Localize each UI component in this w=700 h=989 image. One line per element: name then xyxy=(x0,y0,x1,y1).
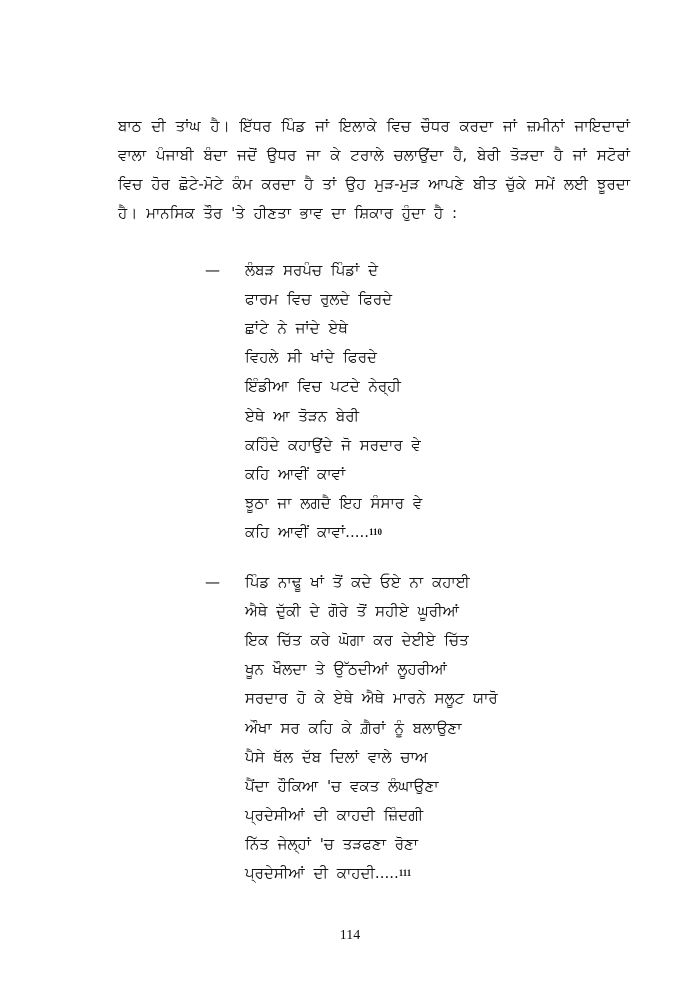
poem-row xyxy=(205,830,625,859)
dash: — xyxy=(205,572,220,591)
poem-row xyxy=(205,655,625,684)
body-paragraph: ਬਾਠ ਦੀ ਤਾਂਘ ਹੈ। ਇੱਧਰ ਪਿੰਡ ਜਾਂ ਇਲਾਕੇ ਵਿਚ ਚੌਧਰ ਕਰਦਾ ਜਾਂ ਜ਼ਮੀਨਾਂ ਜਾਇਦਾਦਾਂ ਵਾਲਾ ਪੰਜਾਬੀ ਬੰਦਾ ਜਦੋਂ ਉਧਰ ਜਾ ਕੇ ਟਰਾਲੇ ਚਲਾਉਂਦਾ ਹੈ, ਬੇਰੀ ਤੋੜਦਾ ਹੈ ਜਾਂ ਸਟੋਰਾਂ ਵਿਚ ਹੋਰ ਛੋਟੇ-ਮੋਟੇ ਕੰਮ ਕਰਦਾ ਹੈ ਤਾਂ ਉਹ ਮੁੜ-ਮੁੜ ਆਪਣੇ ਬੀਤ ਚੁੱਕੇ ਸਮੇਂ ਲਈ ਝੂਰਦਾ ਹੈ। ਮਾਨਸਿਕ ਤੌਰ 'ਤੇ ਹੀਣਤਾ ਭਾਵ ਦਾ ਸ਼ਿਕਾਰ ਹੁੰਦਾ ਹੈ : xyxy=(118,117,630,222)
poem-row xyxy=(205,567,625,596)
poem-row xyxy=(205,859,625,888)
footnote-ref: 110 xyxy=(369,527,383,538)
poem-row xyxy=(205,771,625,800)
poem-line: ਨਿੱਤ ਜੇਲ੍ਹਾਂ 'ਚ ਤੜਫਣਾ ਰੋਣਾ xyxy=(245,835,419,854)
poem-line: ਇਕ ਚਿੱਤ ਕਰੇ ਘੋਗਾ ਕਰ ਦੇਈਏ ਚਿੱਤ xyxy=(245,630,469,649)
poem-line: ਕਹਿ ਆਵੀਂ ਕਾਵਾਂ..... xyxy=(245,523,370,542)
poem-row xyxy=(205,684,625,713)
poem-row xyxy=(205,401,625,430)
poem-row xyxy=(205,343,625,372)
poem-line: ਏਥੇ ਆ ਤੋੜਨ ਬੇਰੀ xyxy=(245,406,360,425)
poem-line: ਪਿੰਡ ਨਾਢੂ ਖਾਂ ਤੋਂ ਕਦੇ ਓਏ ਨਾ ਕਹਾਈ xyxy=(245,572,470,591)
poem-line: ਇੰਡੀਆ ਵਿਚ ਪਟਦੇ ਨੇਰ੍ਹੀ xyxy=(245,377,401,396)
poem-line: ਔਖਾ ਸਰ ਕਹਿ ਕੇ ਗ਼ੈਰਾਂ ਨੂੰ ਬਲਾਉਣਾ xyxy=(245,718,462,737)
poem-line: ਪ੍ਰਦੇਸੀਆਂ ਦੀ ਕਾਹਦੀ..... xyxy=(245,864,399,883)
poem-line: ਕਹਿੰਦੇ ਕਹਾਉਂਦੇ ਜੋ ਸਰਦਾਰ ਵੇ xyxy=(245,435,421,454)
poem-line: ਕਹਿ ਆਵੀਂ ਕਾਵਾਂ xyxy=(245,464,346,483)
poem-row xyxy=(205,489,625,518)
poem-line: ਵਿਹਲੇ ਸੀ ਖਾਂਦੇ ਫਿਰਦੇ xyxy=(245,348,377,367)
poem-row xyxy=(205,313,625,342)
poem-row xyxy=(205,518,625,547)
poem-line: ਫਾਰਮ ਵਿਚ ਰੁਲਦੇ ਫਿਰਦੇ xyxy=(245,289,393,308)
poem-line: ਪੈਂਦਾ ਹੌਕਿਆ 'ਚ ਵਕਤ ਲੰਘਾਉਣਾ xyxy=(245,776,439,795)
poem-line: ਪੈਸੇ ਥੱਲ ਦੱਬ ਦਿਲਾਂ ਵਾਲੇ ਚਾਅ xyxy=(245,747,428,766)
poem-line: ਐਥੇ ਦੁੱਕੀ ਦੇ ਗੋਰੇ ਤੋਂ ਸਹੀਏ ਘੂਰੀਆਂ xyxy=(245,601,459,620)
poem-line: ਝੂਠਾ ਜਾ ਲਗਦੈ ਇਹ ਸੰਸਾਰ ਵੇ xyxy=(245,494,423,513)
poem-line: ਸਰਦਾਰ ਹੋ ਕੇ ਏਥੇ ਐਥੇ ਮਾਰਨੇ ਸਲੂਟ ਯਾਰੋ xyxy=(245,689,498,708)
poem-row xyxy=(205,255,625,284)
poem-quote-2 xyxy=(205,567,625,888)
poem-line: ਪ੍ਰਦੇਸੀਆਂ ਦੀ ਕਾਹਦੀ ਜ਼ਿੰਦਗੀ xyxy=(245,806,424,825)
poem-row xyxy=(205,372,625,401)
poem-line: ਛਾਂਟੇ ਨੇ ਜਾਂਦੇ ਏਥੇ xyxy=(245,318,348,337)
dash: — xyxy=(205,260,220,279)
poem-row xyxy=(205,801,625,830)
poem-row xyxy=(205,459,625,488)
poem-row xyxy=(205,742,625,771)
poem-line: ਲੰਬੜ ਸਰਪੰਚ ਪਿੰਡਾਂ ਦੇ xyxy=(245,260,379,279)
poem-row xyxy=(205,625,625,654)
poem-row xyxy=(205,713,625,742)
footnote-ref: 111 xyxy=(398,868,412,879)
poem-quote-1 xyxy=(205,255,625,547)
poem-row xyxy=(205,430,625,459)
page-number: 114 xyxy=(339,928,361,943)
poem-row xyxy=(205,596,625,625)
poem-line: ਖੂਨ ਖੌਲਦਾ ਤੇ ਉੱਠਦੀਆਂ ਲੂਹਰੀਆਂ xyxy=(245,660,447,679)
poem-row xyxy=(205,284,625,313)
